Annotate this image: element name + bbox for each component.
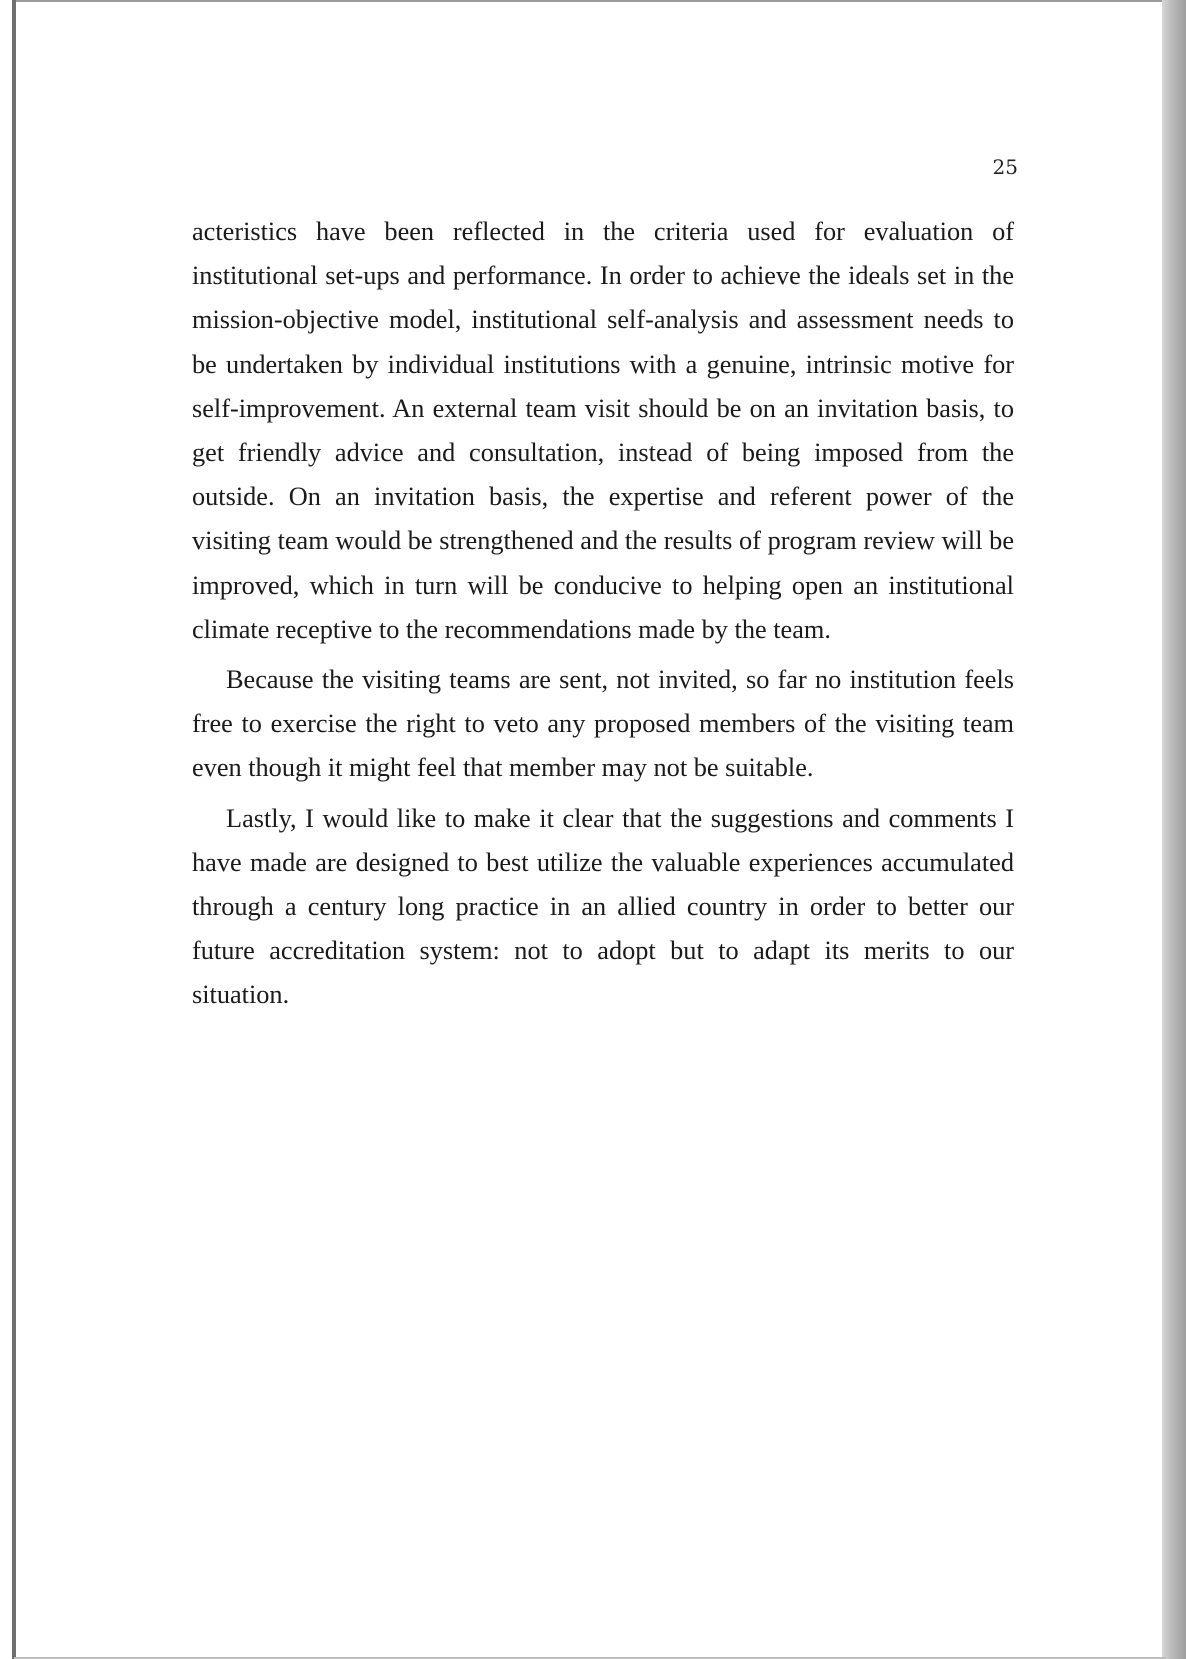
page-edge-top (14, 0, 1166, 2)
page-edge-shadow-right (1162, 0, 1186, 1659)
page-edge-left (12, 0, 16, 1659)
paragraph-continued: acteristics have been reflected in the criteria used for evaluation of institutional set-ups and performance. In order to achieve the ideals set in the mission-objective model, institutional self-analysis and assessment needs to be undertaken by individual institutions with a genuine, intrinsic motive for self-improvement. An external team visit should be on an invitation basis, to get friendly advice and consultation, instead of being imposed from the outside. On an invitation basis, the expertise and referent power of the visiting team would be strengthened and the results of program review will be improved, which in turn will be conducive to helping open an institutional climate receptive to the recommendations made by the team. (192, 217, 1014, 644)
paragraph-conclusion: Lastly, I would like to make it clear that the suggestions and comments I have made are designed to best utilize the valuable experiences accumulated through a century long practice in an allied country in order to better our future accreditation system: not to adopt but to adapt its merits to our situation. (192, 803, 1014, 1010)
page-number: 25 (992, 155, 1018, 179)
body-text (192, 210, 1014, 1018)
paragraph-visiting-teams: Because the visiting teams are sent, not invited, so far no institution feels free to exercise the right to veto any proposed members of the visiting team even though it might feel that member may not be suitable. (192, 665, 1014, 783)
